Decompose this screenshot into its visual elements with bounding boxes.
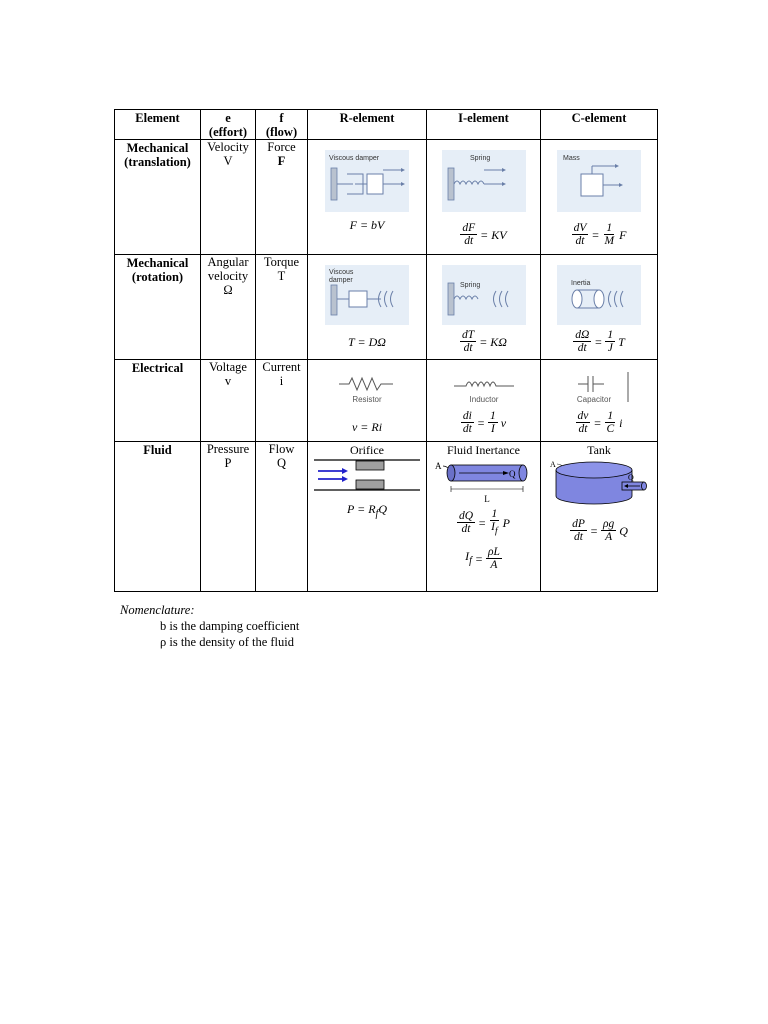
header-i-element: I-element bbox=[427, 110, 541, 140]
viscous-damper-diagram bbox=[325, 150, 409, 212]
inertia-diagram bbox=[557, 265, 641, 325]
i-equation: $\frac{di}{dt}$ = $\frac{1}{I}$ v bbox=[462, 410, 507, 435]
nomenclature-title: Nomenclature: bbox=[120, 603, 195, 617]
mass-diagram bbox=[557, 150, 641, 212]
effort-cell: Pressure P bbox=[201, 442, 256, 592]
i-equation: $\frac{dF}{dt}$ = KV bbox=[462, 222, 507, 247]
bond-graph-element-table bbox=[114, 109, 658, 592]
spring-diagram bbox=[442, 150, 526, 212]
effort-cell: Velocity V bbox=[201, 140, 256, 255]
i-equation-2: $I_f$ = $\frac{\rho L}{A}$ bbox=[465, 546, 500, 571]
tank-title: Tank bbox=[587, 443, 611, 457]
header-element: Element bbox=[115, 110, 201, 140]
flow-cell: Flow Q bbox=[256, 442, 308, 592]
rotational-damper-diagram bbox=[325, 265, 409, 325]
diagram-caption: Viscous damper bbox=[329, 155, 380, 162]
c-equation: $\frac{d\Omega}{dt}$ = $\frac{1}{J}$ T bbox=[575, 329, 625, 354]
label-l: L bbox=[483, 494, 490, 504]
row-label: Fluid bbox=[115, 442, 201, 592]
effort-cell: Voltage v bbox=[201, 360, 256, 442]
nomenclature bbox=[120, 602, 299, 650]
c-element-cell bbox=[541, 140, 658, 255]
label-q: Q bbox=[508, 469, 515, 479]
flow-cell: Torque T bbox=[256, 255, 308, 360]
i-element-cell bbox=[427, 140, 541, 255]
row-fluid bbox=[115, 442, 658, 592]
c-element-cell bbox=[541, 442, 658, 592]
r-equation: $P = R_fQ$ bbox=[347, 502, 387, 520]
inductor-icon bbox=[452, 372, 516, 404]
header-c-element: C-element bbox=[541, 110, 658, 140]
orifice-diagram bbox=[312, 458, 422, 492]
c-equation: $\frac{dv}{dt}$ = $\frac{1}{C}$ i bbox=[577, 410, 623, 435]
capacitor-icon bbox=[564, 372, 634, 404]
flow-cell: Force F bbox=[256, 140, 308, 255]
fluid-inertance-diagram bbox=[429, 457, 539, 505]
diagram-caption: Spring bbox=[459, 282, 480, 289]
r-element-cell bbox=[308, 255, 427, 360]
orifice-title: Orifice bbox=[350, 443, 384, 457]
header-effort: e (effort) bbox=[201, 110, 256, 140]
r-equation: v = Ri bbox=[351, 420, 383, 434]
nomenclature-line: ρ is the density of the fluid bbox=[160, 635, 294, 649]
row-label: Mechanical (rotation) bbox=[115, 255, 201, 360]
i-element-cell bbox=[427, 442, 541, 592]
diagram-caption: Viscous bbox=[329, 269, 354, 276]
flow-cell: Current i bbox=[256, 360, 308, 442]
r-element-cell bbox=[308, 360, 427, 442]
diagram-caption: Spring bbox=[469, 155, 490, 162]
row-mechanical-rotation bbox=[115, 255, 658, 360]
nomenclature-line: b is the damping coefficient bbox=[160, 619, 300, 633]
header-flow: f (flow) bbox=[256, 110, 308, 140]
label-a: A bbox=[550, 460, 556, 469]
c-element-cell bbox=[541, 360, 658, 442]
diagram-caption: Resistor bbox=[352, 395, 382, 404]
label-q: Q bbox=[628, 473, 634, 482]
i-element-cell bbox=[427, 360, 541, 442]
diagram-caption: Capacitor bbox=[576, 395, 612, 404]
i-equation-1: $\frac{dQ}{dt}$ = $\frac{1}{I_f}$ P bbox=[458, 508, 511, 537]
fluid-inertance-title: Fluid Inertance bbox=[447, 443, 520, 457]
header-r-element: R-element bbox=[308, 110, 427, 140]
diagram-caption: Inertia bbox=[571, 280, 591, 287]
c-equation: $\frac{dP}{dt}$ = $\frac{\rho g}{A}$ Q bbox=[572, 518, 628, 543]
i-element-cell bbox=[427, 255, 541, 360]
label-a: A bbox=[434, 461, 441, 471]
row-electrical bbox=[115, 360, 658, 442]
torsional-spring-diagram bbox=[442, 265, 526, 325]
r-equation: T = DΩ bbox=[348, 335, 386, 349]
row-label: Mechanical (translation) bbox=[115, 140, 201, 255]
tank-diagram bbox=[546, 458, 652, 506]
c-element-cell bbox=[541, 255, 658, 360]
r-element-cell bbox=[308, 442, 427, 592]
row-mechanical-translation bbox=[115, 140, 658, 255]
effort-cell: Angular velocity Ω bbox=[201, 255, 256, 360]
diagram-caption: Inductor bbox=[469, 395, 498, 404]
diagram-caption: Mass bbox=[563, 155, 580, 162]
i-equation: $\frac{dT}{dt}$ = KΩ bbox=[462, 329, 507, 354]
r-equation: F = bV bbox=[349, 218, 385, 232]
r-element-cell bbox=[308, 140, 427, 255]
diagram-caption: damper bbox=[329, 277, 353, 284]
row-label: Electrical bbox=[115, 360, 201, 442]
c-equation: $\frac{dV}{dt}$ = $\frac{1}{M}$ F bbox=[573, 222, 627, 247]
resistor-icon bbox=[337, 372, 397, 404]
